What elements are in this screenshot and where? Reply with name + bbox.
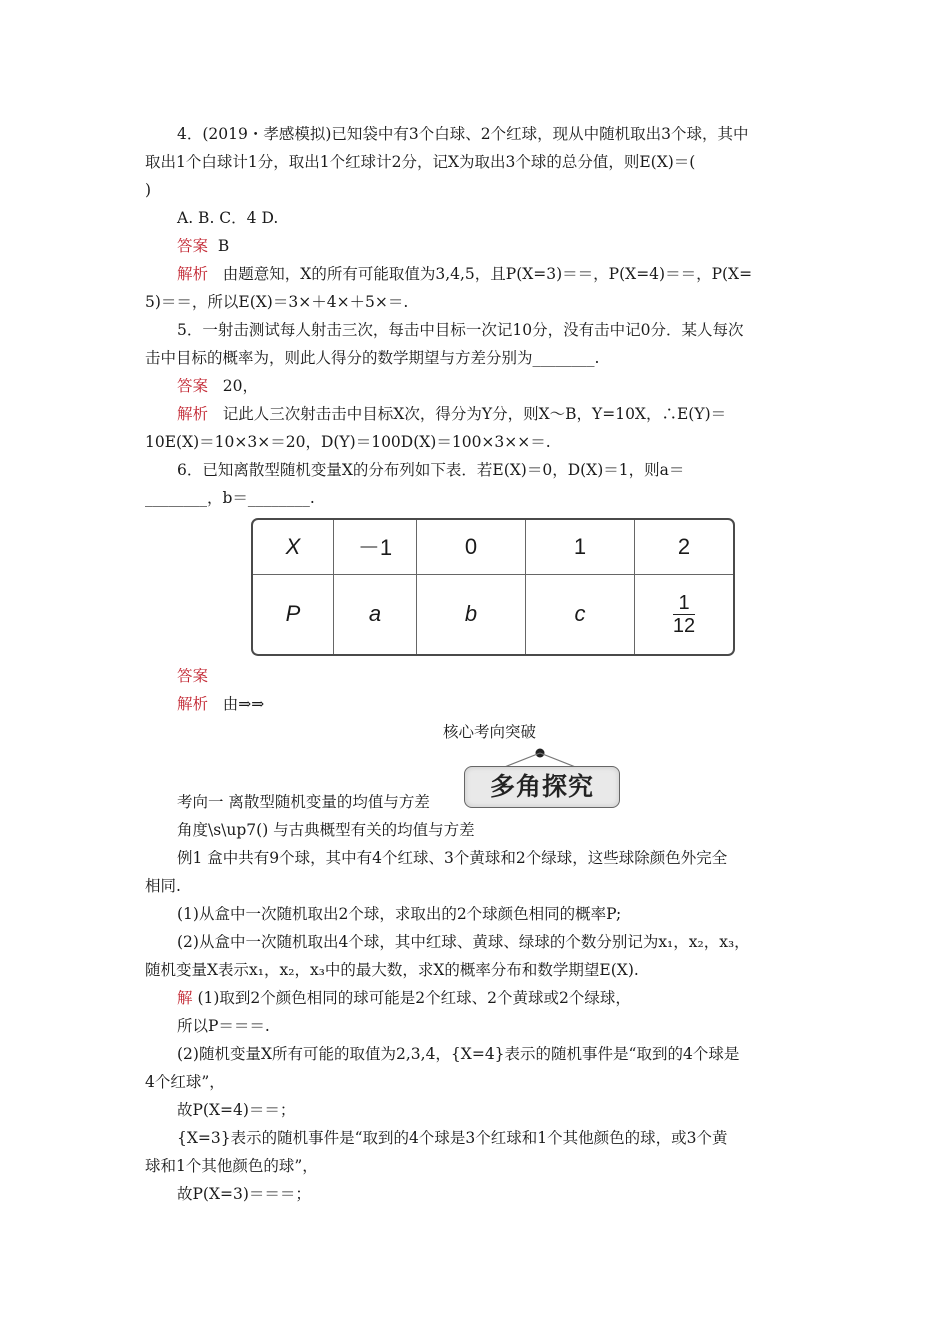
- solution-line-2: 所以P＝＝＝.: [177, 1017, 270, 1035]
- solution-line-6: 故P(X=3)＝＝＝；: [177, 1185, 311, 1203]
- answer-value: B: [217, 237, 230, 255]
- angle-heading: 角度\s\up7() 与古典概型有关的均值与方差: [177, 821, 475, 839]
- fraction-denominator: 12: [672, 614, 696, 637]
- q5-line-2: 击中目标的概率为，则此人得分的数学期望与方差分别为________.: [145, 349, 600, 367]
- table-cell-x-4: 2: [635, 520, 734, 574]
- table-cell-x-1: －1: [334, 520, 417, 574]
- table-cell-p-3: c: [526, 574, 635, 654]
- q4-explanation-2: 5)＝＝，所以E(X)＝3×＋4×＋5×＝.: [145, 293, 409, 311]
- table-cell-p-4: [635, 574, 734, 654]
- example-1-part-2b: 随机变量X表示x₁，x₂，x₃中的最大数，求X的概率分布和数学期望E(X).: [145, 961, 639, 979]
- q5-line-1: 5．一射击测试每人射击三次，每击中目标一次记10分，没有击中记0分．某人每次: [177, 321, 744, 339]
- solution-line-5a: {X=3}表示的随机事件是“取到的4个球是3个红球和1个其他颜色的球，或3个黄: [177, 1129, 728, 1147]
- fraction-numerator: 1: [673, 592, 695, 615]
- answer-value: 20，: [222, 377, 259, 395]
- answer-label: 答案: [177, 237, 209, 255]
- answer-label: 答案: [177, 377, 209, 395]
- example-1-part-1: (1)从盒中一次随机取出2个球，求取出的2个球颜色相同的概率P;: [177, 905, 622, 923]
- q4-answer: [177, 236, 229, 256]
- explanation-label: 解析: [177, 405, 209, 423]
- explanation-text: 由题意知，X的所有可能取值为3,4,5，且P(X=3)＝＝，P(X=4)＝＝，P(X=: [222, 265, 753, 283]
- distribution-table: [251, 518, 735, 656]
- q6-explanation: [177, 694, 264, 714]
- solution-text: (1)取到2个颜色相同的球可能是2个红球、2个黄球或2个绿球，: [192, 989, 631, 1007]
- q6-answer-label: 答案: [177, 667, 209, 685]
- q5-answer: [177, 376, 258, 396]
- explanation-text: 记此人三次射击击中目标X次，得分为Y分，则X～B，Y=10X，∴E(Y)＝: [222, 405, 727, 423]
- section-badge: 多角探究: [464, 766, 620, 808]
- solution-label: 解: [177, 989, 193, 1007]
- fraction: [673, 592, 695, 637]
- solution-line-5b: 球和1个其他颜色的球”，: [145, 1157, 318, 1175]
- explanation-text: 由⇒⇒: [222, 695, 265, 713]
- solution-line-4: 故P(X=4)＝＝；: [177, 1101, 296, 1119]
- solution-line-3b: 4个红球”，: [145, 1073, 225, 1091]
- example-1-line-1: 例1 盒中共有9个球，其中有4个红球、3个黄球和2个绿球，这些球除颜色外完全: [177, 849, 728, 867]
- direction-one: 考向一 离散型随机变量的均值与方差: [177, 793, 430, 811]
- explanation-label: 解析: [177, 265, 209, 283]
- q4-line-3: ): [145, 181, 152, 199]
- q5-explanation-2: 10E(X)＝10×3×＝20，D(Y)＝100D(X)＝100×3××＝.: [145, 433, 551, 451]
- example-1-part-2a: (2)从盒中一次随机取出4个球，其中红球、黄球、绿球的个数分别记为x₁，x₂，x₃，: [177, 933, 750, 951]
- section-title: 核心考向突破: [443, 723, 537, 741]
- q6-line-2: ________，b＝________.: [145, 489, 315, 507]
- q5-explanation-1: [177, 404, 726, 424]
- table-cell-x-3: 1: [526, 520, 635, 574]
- table-cell-p-1: a: [334, 574, 417, 654]
- table-header-x: X: [253, 520, 334, 574]
- q4-line-2: 取出1个白球计1分，取出1个红球计2分，记X为取出3个球的总分值，则E(X)＝(: [145, 153, 696, 171]
- explanation-label: 解析: [177, 695, 209, 713]
- q6-line-1: 6．已知离散型随机变量X的分布列如下表．若E(X)＝0，D(X)＝1，则a＝: [177, 461, 685, 479]
- q4-explanation-1: [177, 264, 752, 284]
- table-cell-p-2: b: [417, 574, 526, 654]
- q4-options: A. B. C．4 D.: [177, 209, 279, 227]
- solution-line-1: [177, 988, 631, 1008]
- table-header-p: P: [253, 574, 334, 654]
- example-1-line-2: 相同.: [145, 877, 181, 895]
- q4-line-1: 4．(2019・孝感模拟)已知袋中有3个白球、2个红球，现从中随机取出3个球，其中: [177, 125, 749, 143]
- solution-line-3a: (2)随机变量X所有可能的取值为2,3,4，{X=4}表示的随机事件是“取到的4个球是: [177, 1045, 740, 1063]
- table-cell-x-2: 0: [417, 520, 526, 574]
